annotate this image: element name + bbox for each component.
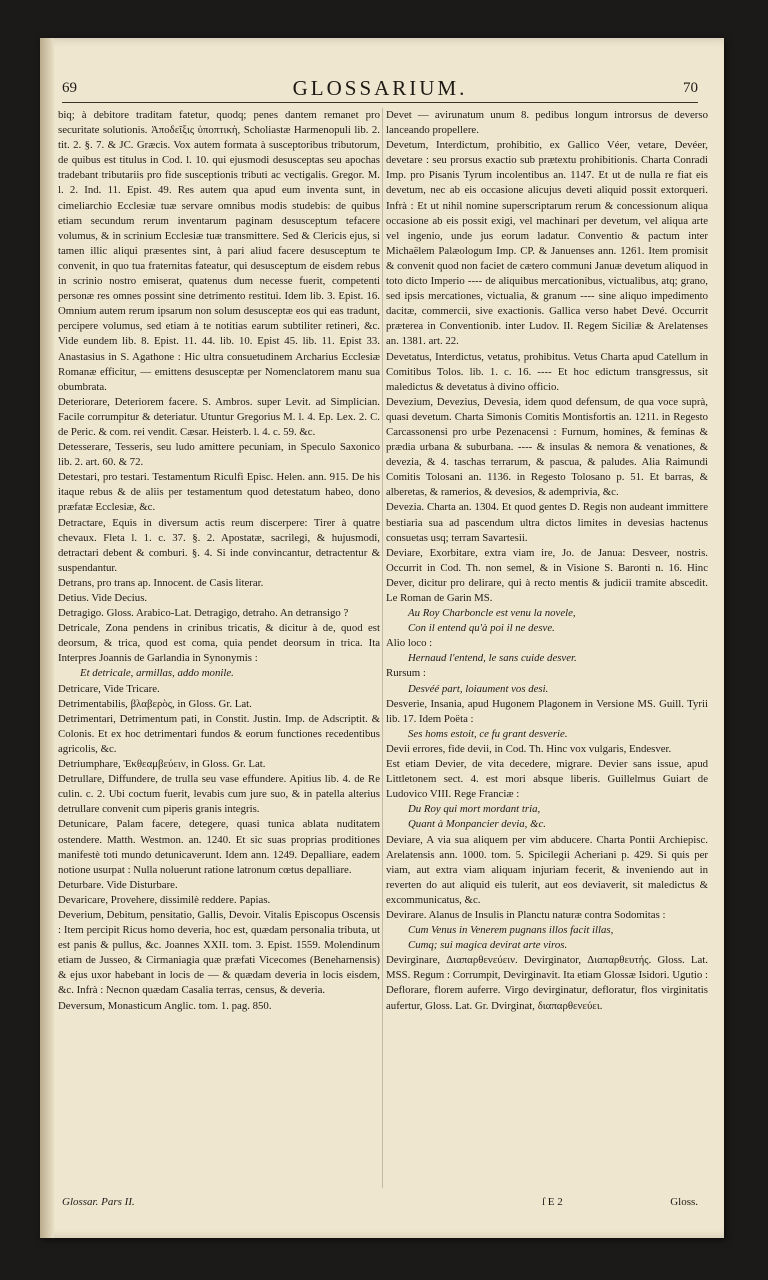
entry: Detrans, pro trans ap. Innocent. de Casis literar.: [58, 576, 264, 589]
page-header: [62, 76, 698, 102]
gathering-mark: ſ E 2: [542, 1196, 563, 1208]
verse-line: Cum Venus in Venerem pugnans illos facit illas,: [408, 924, 614, 937]
entry: Detrullare, Diffundere, de trulla seu vase effundere. Apitius lib. 4. de Re culin. c. 2. Ubi coctum fuerit, levabis cum jure suo, & in patella alterius detrullare convenit cum piperis granis integris.: [58, 773, 380, 816]
verse-line: Ses homs estoit, ce fu grant desverie.: [408, 727, 568, 740]
entry: Devezia. Charta an. 1304. Et quod gentes D. Regis non audeant immittere bestiaria sua ad pascendum ultra dictos limites in devesias hactenus consuetas usq; terram Savartesii.: [386, 501, 708, 544]
catchword: Gloss.: [670, 1196, 698, 1208]
page-number-left: 69: [62, 80, 77, 96]
entry: Rursum :: [386, 667, 426, 680]
verse-line: Con il entend qu'à poi il ne desve.: [408, 622, 555, 635]
entry: biq; à debitore traditam fatetur, quodq; penes dantem remanet pro securitate solutionis. Ἀποδεῖξις ὑποπτικὴ, Scholiastæ Harmenopuli lib. 2. tit. 2. §. 7. & JC. Græcis. Vox autem formata à susceptoribus tributorum, de quibus est titulus in Cod. l. 10. qui ejusmodi desusceptas seu apochas tradebant tributariis pro fide susceptionis tributi ac vectigalis. Gregor. M. l. 2. Ind. 11. Epist. 49. Res autem qua apud eum inventa sunt, in cimeliarchio Ecclesiæ tuæ servare omnibus modis studebis: de quibus etiam secundum rerum inventarum paginam desusceptum tefacere volumus, & in scrinium Ecclesiæ tuæ transmittere. Sed & Clericis ejus, si tamen illic aliqui præsentes sint, à pari aliud facere desusceptum te convenit, in quo tua fraternitas fateatur, qui desusceptum de eisdem rebus in scrinio nostro emiserat, quatenus dum necesse fuerit, competenti personæ res omnes possint sine detrimento restitui. Idem lib. 3. Epist. 16. Omnium autem rerum ipsarum non solum desusceptæ eos qui eas tradunt, percipere volumus, sed etiam à te notitias earum subtiliter retineri, &c. Vide eundem lib. 8. Epist. 11. 44. lib. 10. Epist 45. lib. 11. Epist 33. Anastasius in S. Agathone : Hic ultra consuetudinem Archarius Ecclesiæ Romanæ efficitur, — emittens desusceptæ per Nomenclatorem manu sua obumbrata.: [58, 109, 380, 393]
entry: Desverie, Insania, apud Hugonem Plagonem in Versione MS. Guill. Tyrii lib. 17. Idem Poëta :: [386, 697, 708, 725]
entry: Devaricare, Provehere, dissimilè reddere. Papias.: [58, 893, 271, 906]
verse-line: Desvéé part, loiaument vos desi.: [408, 682, 549, 695]
page-number-right: 70: [683, 80, 698, 96]
verse-line: Du Roy qui mort mordant tria,: [408, 803, 541, 816]
entry: Detesserare, Tesseris, seu ludo amittere pecuniam, in Speculo Saxonico lib. 2. art. 60. & 72.: [58, 441, 380, 469]
verse-line: Et detricale, armillas, addo monile.: [80, 667, 234, 680]
verse-line: Cumq; sui magica devirat arte viros.: [408, 939, 568, 952]
entry: Devirare. Alanus de Insulis in Planctu naturæ contra Sodomitas :: [386, 908, 666, 921]
verse-line: Au Roy Charboncle est venu la novele,: [408, 607, 576, 620]
entry: Est etiam Devier, de vita decedere, migrare. Devier sans issue, apud Littletonem sect. 4. est mori absque liberis. Guillelmus Guiart de Ludovico VIII. Rege Franciæ :: [386, 758, 708, 801]
entry: Deverium, Debitum, pensitatio, Gallis, Devoir. Vitalis Episcopus Oscensis : Item percipit Ricus homo deveria, hoc est, quædam personalia tributa, ut est panis & pullus, &c. Joannes XXII. tom. 3. Epist. 1559. Molendinum etiam de Jusseo, & Cirmaniagia quæ præfati Vicecomes (Beneharnensis) & ejus uxor habebant in locis de — & quædam deveria in locis eisdem, &c. Infrà : Necnon quædam Casalia terras, census, & deveria.: [58, 908, 380, 997]
entry: Alio loco :: [386, 637, 433, 650]
entry: Detricale, Zona pendens in crinibus tricatis, & dicitur à de, quod est deorsum, & trica, quod est coma, quia pendet deorsum in trica. Ita Interpres Joannis de Garlandia in Synonymis :: [58, 622, 380, 665]
right-column: [386, 108, 708, 1198]
signature-line: Glossar. Pars II.: [62, 1196, 135, 1208]
entry: Devetum, Interdictum, prohibitio, ex Gallico Véer, vetare, Devéer, devetare : seu prorsus exactio sub prætextu prohibitionis. Charta Conradi Imp. pro Pisanis Tyrum incolentibus an. 1147. Et ut de nulla re fiat eis devetum, nec ab eis occasione alicujus deveti aliquid possit extorqueri. Infrà : Et ut nihil nomine superscriptarum rerum & concessionum aliqua occasione ab eis possit exigi, vel machinari per devetum, vel aliqua arte vel ingenio, unde jus eorum ladatur. Conventio & pactum inter Michaëlem Palæologum Imp. CP. & Januenses ann. 1261. Item promisit & convenit quod non faciet de cætero communi Januæ devetum aliquod in toto dicto Imperio ---- de aliquibus mercationibus, victualibus, atq; grano, sed ipsis mercationes, victualia, & granum ---- sine aliquo impedimento dacitæ, commercii, sive exactionis. Gallica verso habet Devé. Occurrit præterea in Conventionib. inter Ludov. II. Regem Siciliæ & Arelatenses an. 1381. art. 22.: [386, 139, 708, 348]
book-page: [40, 38, 724, 1238]
entry: Devet — avirunatum unum 8. pedibus longum introrsus de deverso lanceando propellere.: [386, 109, 708, 137]
entry: Devii errores, fide devii, in Cod. Th. Hinc vox vulgaris, Endesver.: [386, 742, 672, 755]
page-footer: [62, 1196, 698, 1216]
entry: Detestari, pro testari. Testamentum Riculfi Episc. Helen. ann. 915. De his itaque rebus & de aliis per testamentum quod detestatum habeo, dono præfatæ Ecclesiæ, &c.: [58, 471, 380, 514]
verse-line: Quant à Monpancier devia, &c.: [408, 818, 546, 831]
running-title: GLOSSARIUM.: [292, 76, 468, 100]
column-separator: [382, 108, 383, 1188]
entry: Detius. Vide Decius.: [58, 592, 148, 604]
entry: Deturbare. Vide Disturbare.: [58, 878, 178, 891]
verse-line: Hernaud l'entend, le sans cuide desver.: [408, 652, 577, 665]
entry: Detricare, Vide Tricare.: [58, 682, 160, 695]
left-column: [58, 108, 380, 1198]
entry: Detunicare, Palam facere, detegere, quasi tunica ablata nuditatem ostendere. Matth. Westmon. an. 1240. Et sic suas proprias proditiones manifestè toti mundo detunicaverunt. Idem ann. 1249. Depalliare, eadem notione usurpat : Nulla noluerunt ratione latronum cœtus depalliare.: [58, 818, 380, 876]
entry: Deteriorare, Deteriorem facere. S. Ambros. super Levit. ad Simplician. Facile corrumpitur & deteriatur. Utuntur Gregorius M. l. 4. Ep. Lex. 2. C. de Peric. & com. rei vendit. Cæsar. Heisterb. l. 4. c. 59. &c.: [58, 395, 380, 438]
entry: Devezium, Devezius, Devesia, idem quod defensum, de qua voce suprà, quasi devetum. Charta Simonis Comitis Montisfortis an. 1211. in Regesto Carcassonensi pro urbe Pezenacensi : Furnum, homines, & feminas & prædia urbana & suburbana. ---- & insulas & nemora & venationes, & devezia, & 4. taschas terrarum, & pascua, & paludes. Alia Raimundi Comitis Tolosani an. 1136. in Regesto Tolosano p. 51. Et barras, & alberetas, & ramerios, & devesios, & ademprivia, &c.: [386, 395, 708, 499]
entry: Detrimentari, Detrimentum pati, in Constit. Justin. Imp. de Adscriptit. & Colonis. Et ex hoc detrimentari fundos & eorum functiones recedentibus agricolis, &c.: [58, 712, 380, 755]
entry: Deviare, A via sua aliquem per vim abducere. Charta Pontii Archiepisc. Arelatensis ann. 1000. tom. 5. Spicilegii Acheriani p. 429. Si quis per viam, aut extra viam aliquam injuriam fecerit, & inveniendo aut in reverten do aut aliquid eis tulerit, aut eos deviaverit, sit maledictus & excommunicatus, &c.: [386, 833, 708, 906]
entry: Deversum, Monasticum Anglic. tom. 1. pag. 850.: [58, 999, 272, 1012]
entry: Devetatus, Interdictus, vetatus, prohibitus. Vetus Charta apud Catellum in Comitibus Tolos. lib. 1. c. 16. ---- Et hoc edictum transgressus, sit maledictus & devetatus à divino officio.: [386, 350, 708, 393]
entry: Deviare, Exorbitare, extra viam ire, Jo. de Janua: Desveer, nostris. Occurrit in Cod. Th. non semel, & in Visione S. Baronti n. 16. Hinc Dever, dicitur pro delirare, qui à recto mentis & judicii tramite abscedit. Le Roman de Garin MS.: [386, 546, 708, 604]
page-binding: [40, 38, 54, 1238]
entry: Detragigo. Gloss. Arabico-Lat. Detragigo, detraho. An detransigo ?: [58, 607, 349, 620]
entry: Detrimentabilis, βλαβερὸς, in Gloss. Gr. Lat.: [58, 697, 252, 710]
entry: Detriumphare, Ἐκθεαμβεύειν, in Gloss. Gr. Lat.: [58, 758, 266, 771]
entry: Devirginare, Διαπαρθενεύειν. Devirginator, Διαπαρθευτής. Gloss. Lat. MSS. Regum : Corrumpit, Devirginavit. Ita etiam Glossæ Isidori. Ugutio : Deflorare, florem auferre. Virgo devirginatur, defloratur, flos virginitatis aufertur, Gloss. Lat. Gr. Dvirginat, διαπαρθενεύει.: [386, 954, 708, 1012]
entry: Detractare, Equis in diversum actis reum discerpere: Tirer à quatre chevaux. Fleta l. 1. c. 37. §. 2. Apostatæ, sacrilegi, & hujusmodi, detractari debent & comburi. §. 4. Si inde convincantur, detractentur & suspendantur.: [58, 516, 380, 574]
header-rule: [62, 102, 698, 103]
